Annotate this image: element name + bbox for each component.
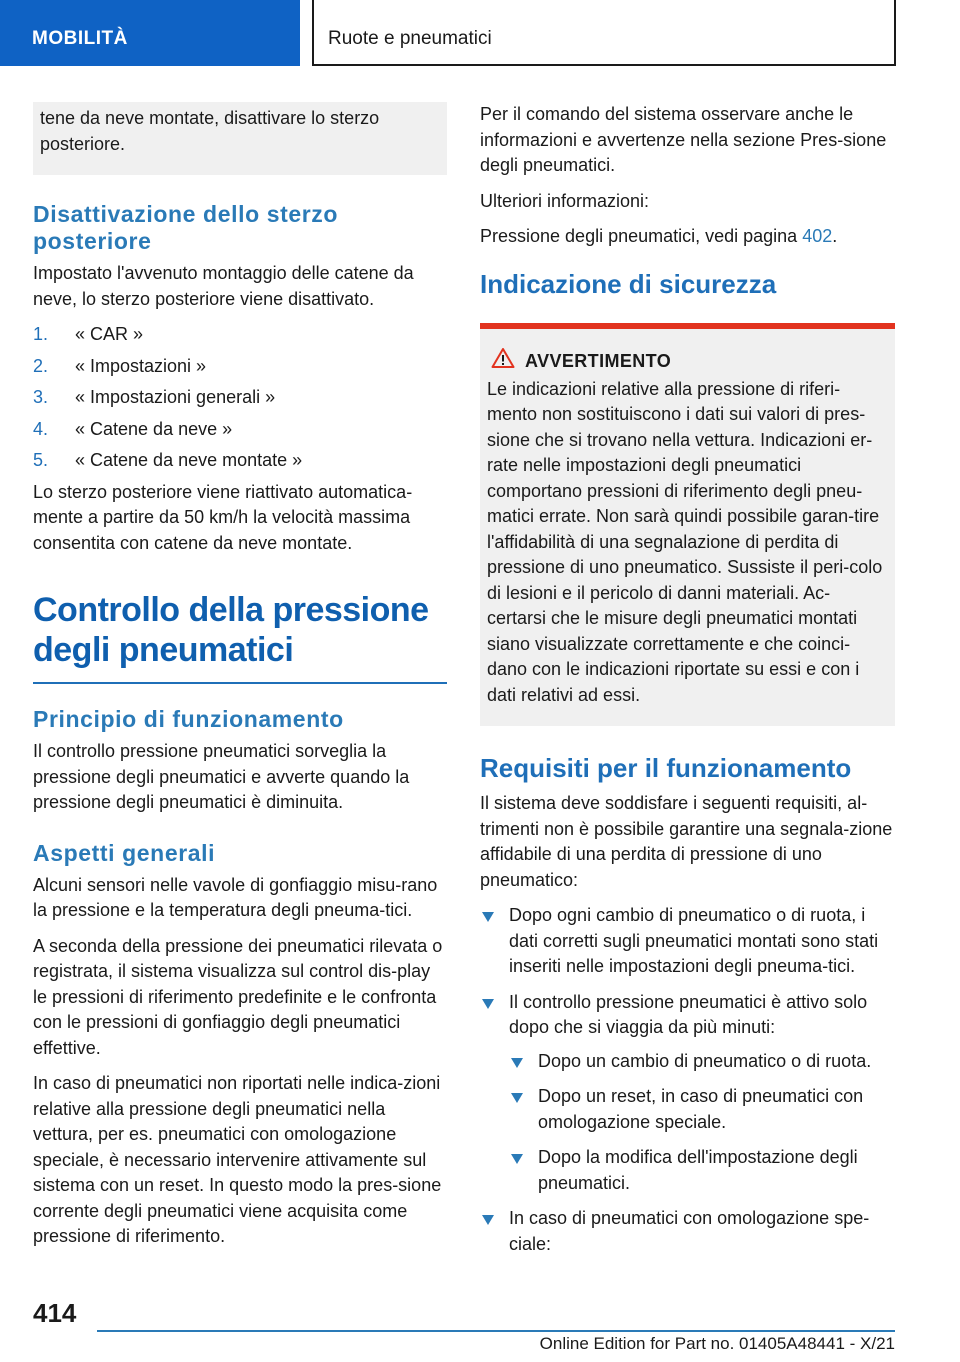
- right-p1: Per il comando del sistema osservare anche le informazioni e avvertenze nella sezione Pres-sione degli pneumatici.: [480, 104, 887, 175]
- heading-requisiti: Requisiti per il funzionamento: [480, 753, 852, 783]
- step-number: 5.: [33, 450, 49, 470]
- aspetti-p3: In caso di pneumatici non riportati nelle indica-zioni relative alla pressione degli pneumatici nella vettura, per es. pneumatici con omologazione speciale, è necessario intervenire attivamente sul sistema con un reset. In questo modo la pres-sione corrente degli pneumatici viene acquisita come pressione di riferimento.: [33, 1073, 442, 1246]
- chapter-title: Ruote e pneumatici: [312, 0, 896, 66]
- step-number: 2.: [33, 355, 49, 376]
- step-text: « Catene da neve »: [75, 418, 233, 439]
- heading-disattivazione: Disattivazione dello sterzo posteriore: [33, 201, 339, 254]
- step-text: « Catene da neve montate »: [75, 450, 303, 470]
- aspetti-p2: A seconda della pressione dei pneumatici rilevata o registrata, il sistema visualizza sul control dis-play le pressioni di riferimento predefinite e le confronta con le pressioni di gonfiaggio degli pneumatici effettive.: [33, 935, 443, 1058]
- step-text: « Impostazioni generali »: [75, 387, 276, 407]
- steps-list: [33, 322, 447, 474]
- heading-sicurezza: Indicazione di sicurezza: [480, 268, 777, 299]
- principio-text: Il controllo pressione pneumatici sorveglia la pressione degli pneumatici e avverte quando la pressione degli pneumatici è diminuita.: [33, 741, 410, 812]
- step-text: « Impostazioni »: [75, 355, 207, 376]
- note-box: [33, 102, 447, 175]
- list-item: Dopo ogni cambio di pneumatico o di ruota, i dati corretti sugli pneumatici montati sono stati inseriti nelle impostazioni degli pneuma-tici.: [480, 903, 895, 980]
- bullet-triangle-icon: [482, 1215, 494, 1225]
- bullet-triangle-icon: [511, 1154, 523, 1164]
- disattivazione-intro: Impostato l'avvenuto montaggio delle catene da neve, lo sterzo posteriore viene disattivato.: [33, 263, 414, 309]
- step-item: [33, 417, 447, 443]
- step-number: 3.: [33, 387, 49, 407]
- warning-text: Le indicazioni relative alla pressione di riferi-mento non sostituiscono i dati sui valori di pres-sione che si trovano nella vettura. Indicazioni er-rate nelle impostazioni degli pneumatici comportano pressioni di riferimento degli pneu-matici errate. Non sarà quindi possibile garan-tire l'affidabilità di una segnalazione di perdita di pressione di uno pneumatico. Sussiste il peri-colo di lesioni e il pericolo di danni materiali. Ac-certarsi che le misure degli pneumatici montati siano visualizzate correttamente e che coinci-dano con le indicazioni riportate su essi e con i dati relativi ad essi.: [487, 378, 883, 705]
- right-p3: Pressione degli pneumatici, vedi pagina 402.: [480, 226, 838, 246]
- bullet-triangle-icon: [482, 912, 494, 922]
- heading-principio: Principio di funzionamento: [33, 706, 344, 732]
- footer-divider: [97, 1330, 895, 1332]
- page-number: 414: [33, 1298, 77, 1328]
- bullet-triangle-icon: [511, 1058, 523, 1068]
- requirements-list: [480, 903, 895, 1257]
- edition-text: Online Edition for Part no. 01405A48441 - X/21: [539, 1334, 895, 1353]
- main-heading: Controllo della pressione degli pneumatici: [33, 591, 429, 669]
- step-text: « CAR »: [75, 324, 144, 344]
- bullet-triangle-icon: [482, 999, 494, 1009]
- note-text: tene da neve montate, disattivare lo sterzo posteriore.: [40, 108, 380, 154]
- warning-title: AVVERTIMENTO: [487, 349, 888, 373]
- page-header: [0, 0, 960, 66]
- page-link[interactable]: 402: [802, 226, 833, 246]
- section-tab: MOBILITÀ: [0, 0, 300, 66]
- left-column: [33, 102, 447, 1260]
- warning-box: [480, 323, 895, 727]
- right-column: [480, 102, 895, 1267]
- sub-list: [509, 1049, 895, 1197]
- step-item: [33, 354, 447, 380]
- step-item: [33, 385, 447, 411]
- sub-list-item: Dopo un cambio di pneumatico o di ruota.: [509, 1049, 895, 1075]
- aspetti-p1: Alcuni sensori nelle vavole di gonfiaggio misu-rano la pressione e la temperatura degli pneuma-tici.: [33, 874, 438, 920]
- heading-divider: [33, 682, 447, 684]
- sub-list-item: Dopo la modifica dell'impostazione degli pneumatici.: [509, 1145, 895, 1196]
- requisiti-intro: Il sistema deve soddisfare i seguenti requisiti, al-trimenti non è possibile garantire una segnala-zione affidabile di una perdita di pressione di uno pneumatico:: [480, 793, 893, 890]
- list-item: In caso di pneumatici con omologazione spe-ciale:: [480, 1206, 895, 1257]
- heading-aspetti: Aspetti generali: [33, 839, 216, 866]
- step-number: 4.: [33, 418, 49, 439]
- bullet-triangle-icon: [511, 1093, 523, 1103]
- list-item: Il controllo pressione pneumatici è attivo solo dopo che si viaggia da più minuti: Dopo un cambio di pneumatico o di ruota. Dopo un reset, in caso di pneumatici con omologazione speciale. Dopo la modifica dell'impostazione degli pneumatici.: [480, 990, 895, 1197]
- sub-list-item: Dopo un reset, in caso di pneumatici con omologazione speciale.: [509, 1084, 895, 1135]
- step-item: [33, 322, 447, 348]
- disattivazione-after: Lo sterzo posteriore viene riattivato automatica-mente a partire da 50 km/h la velocità massima consentita con catene da neve montate.: [33, 481, 413, 553]
- step-number: 1.: [33, 324, 49, 344]
- warning-triangle-icon: [491, 347, 515, 369]
- step-item: [33, 448, 447, 474]
- right-p2: Ulteriori informazioni:: [480, 190, 650, 211]
